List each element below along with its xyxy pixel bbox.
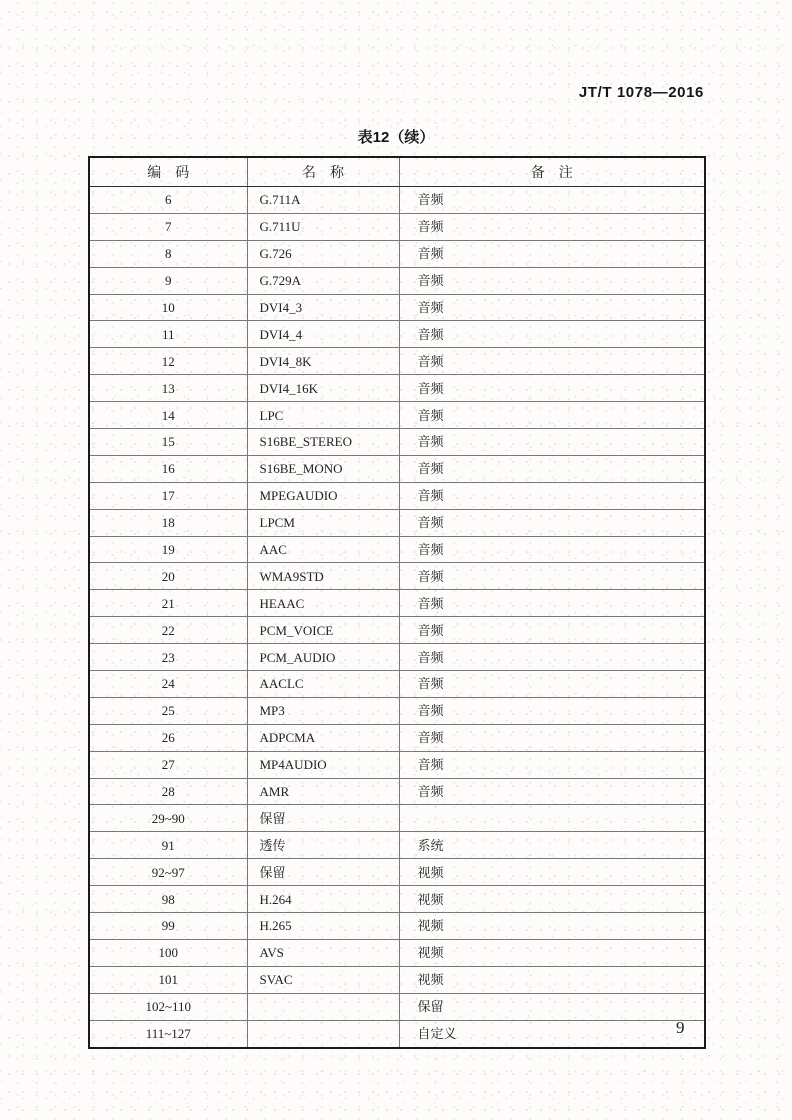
code-cell: 15 — [89, 429, 247, 456]
code-cell: 24 — [89, 671, 247, 698]
name-cell: 保留 — [247, 859, 399, 886]
name-cell: PCM_AUDIO — [247, 644, 399, 671]
remark-cell: 音频 — [399, 563, 705, 590]
code-cell: 28 — [89, 778, 247, 805]
code-cell: 19 — [89, 536, 247, 563]
table-row — [89, 778, 705, 805]
name-cell: LPCM — [247, 509, 399, 536]
table-row — [89, 671, 705, 698]
table-title: 表12（续） — [357, 129, 435, 146]
code-cell: 26 — [89, 724, 247, 751]
table-row — [89, 1020, 705, 1047]
remark-cell: 音频 — [399, 724, 705, 751]
remark-cell: 视频 — [399, 939, 705, 966]
code-cell: 101 — [89, 966, 247, 993]
name-cell: G.729A — [247, 267, 399, 294]
code-cell: 17 — [89, 482, 247, 509]
remark-cell: 音频 — [399, 267, 705, 294]
table-row — [89, 267, 705, 294]
table-row — [89, 536, 705, 563]
remark-cell: 音频 — [399, 348, 705, 375]
code-cell: 92~97 — [89, 859, 247, 886]
code-cell: 98 — [89, 886, 247, 913]
table-row — [89, 187, 705, 214]
table-row — [89, 993, 705, 1020]
table-row — [89, 375, 705, 402]
table-row — [89, 348, 705, 375]
code-cell: 13 — [89, 375, 247, 402]
table-row — [89, 563, 705, 590]
name-cell: DVI4_4 — [247, 321, 399, 348]
codec-table — [88, 156, 706, 1049]
code-cell: 7 — [89, 213, 247, 240]
remark-cell: 系统 — [399, 832, 705, 859]
name-cell: G.711U — [247, 213, 399, 240]
column-header-remark: 备 注 — [399, 157, 705, 187]
name-cell: G.711A — [247, 187, 399, 214]
code-cell: 23 — [89, 644, 247, 671]
name-cell: AVS — [247, 939, 399, 966]
remark-cell: 音频 — [399, 294, 705, 321]
code-cell: 91 — [89, 832, 247, 859]
table-row — [89, 966, 705, 993]
remark-cell: 音频 — [399, 778, 705, 805]
table-row — [89, 294, 705, 321]
code-cell: 11 — [89, 321, 247, 348]
name-cell — [247, 993, 399, 1020]
header-row — [89, 157, 705, 187]
table-row — [89, 402, 705, 429]
name-cell: LPC — [247, 402, 399, 429]
name-cell: DVI4_3 — [247, 294, 399, 321]
remark-cell: 视频 — [399, 859, 705, 886]
page-number: 9 — [676, 1018, 685, 1037]
name-cell: AACLC — [247, 671, 399, 698]
code-cell: 8 — [89, 240, 247, 267]
name-cell: 透传 — [247, 832, 399, 859]
name-cell: H.264 — [247, 886, 399, 913]
code-cell: 9 — [89, 267, 247, 294]
table-row — [89, 509, 705, 536]
table-row — [89, 617, 705, 644]
remark-cell: 音频 — [399, 455, 705, 482]
code-cell: 6 — [89, 187, 247, 214]
name-cell: SVAC — [247, 966, 399, 993]
remark-cell: 音频 — [399, 402, 705, 429]
remark-cell: 音频 — [399, 617, 705, 644]
remark-cell: 音频 — [399, 536, 705, 563]
name-cell: S16BE_STEREO — [247, 429, 399, 456]
remark-cell: 音频 — [399, 240, 705, 267]
remark-cell: 音频 — [399, 644, 705, 671]
code-cell: 16 — [89, 455, 247, 482]
table-row — [89, 213, 705, 240]
name-cell: MPEGAUDIO — [247, 482, 399, 509]
column-header-name: 名 称 — [247, 157, 399, 187]
table-row — [89, 886, 705, 913]
remark-cell: 音频 — [399, 509, 705, 536]
name-cell: H.265 — [247, 913, 399, 940]
table-row — [89, 240, 705, 267]
remark-cell: 音频 — [399, 321, 705, 348]
name-cell: S16BE_MONO — [247, 455, 399, 482]
column-header-code: 编 码 — [89, 157, 247, 187]
code-cell: 21 — [89, 590, 247, 617]
name-cell: AMR — [247, 778, 399, 805]
remark-cell: 视频 — [399, 966, 705, 993]
code-cell: 102~110 — [89, 993, 247, 1020]
table-row — [89, 644, 705, 671]
remark-cell: 音频 — [399, 590, 705, 617]
code-cell: 22 — [89, 617, 247, 644]
table-row — [89, 859, 705, 886]
name-cell: G.726 — [247, 240, 399, 267]
name-cell — [247, 1020, 399, 1047]
table-row — [89, 832, 705, 859]
code-cell: 111~127 — [89, 1020, 247, 1047]
table-body — [89, 187, 705, 1048]
remark-cell — [399, 805, 705, 832]
table-row — [89, 321, 705, 348]
code-cell: 29~90 — [89, 805, 247, 832]
remark-cell: 音频 — [399, 751, 705, 778]
remark-cell: 音频 — [399, 429, 705, 456]
table-row — [89, 482, 705, 509]
table-row — [89, 751, 705, 778]
table-row — [89, 805, 705, 832]
remark-cell: 音频 — [399, 187, 705, 214]
code-cell: 10 — [89, 294, 247, 321]
name-cell: MP4AUDIO — [247, 751, 399, 778]
name-cell: ADPCMA — [247, 724, 399, 751]
name-cell: DVI4_8K — [247, 348, 399, 375]
table-row — [89, 939, 705, 966]
table-row — [89, 590, 705, 617]
name-cell: DVI4_16K — [247, 375, 399, 402]
remark-cell: 音频 — [399, 697, 705, 724]
remark-cell: 视频 — [399, 886, 705, 913]
table-row — [89, 429, 705, 456]
remark-cell: 视频 — [399, 913, 705, 940]
name-cell: PCM_VOICE — [247, 617, 399, 644]
code-cell: 99 — [89, 913, 247, 940]
code-cell: 25 — [89, 697, 247, 724]
table-header — [89, 157, 705, 187]
document-reference: JT/T 1078—2016 — [578, 84, 704, 101]
remark-cell: 保留 — [399, 993, 705, 1020]
name-cell: AAC — [247, 536, 399, 563]
code-cell: 14 — [89, 402, 247, 429]
remark-cell: 音频 — [399, 213, 705, 240]
code-cell: 12 — [89, 348, 247, 375]
name-cell: MP3 — [247, 697, 399, 724]
table-row — [89, 697, 705, 724]
name-cell: HEAAC — [247, 590, 399, 617]
table-row — [89, 913, 705, 940]
name-cell: 保留 — [247, 805, 399, 832]
code-cell: 100 — [89, 939, 247, 966]
remark-cell: 音频 — [399, 375, 705, 402]
code-cell: 27 — [89, 751, 247, 778]
remark-cell: 音频 — [399, 671, 705, 698]
table-row — [89, 724, 705, 751]
remark-cell: 自定义 — [399, 1020, 705, 1047]
code-cell: 20 — [89, 563, 247, 590]
name-cell: WMA9STD — [247, 563, 399, 590]
table-row — [89, 455, 705, 482]
code-cell: 18 — [89, 509, 247, 536]
remark-cell: 音频 — [399, 482, 705, 509]
